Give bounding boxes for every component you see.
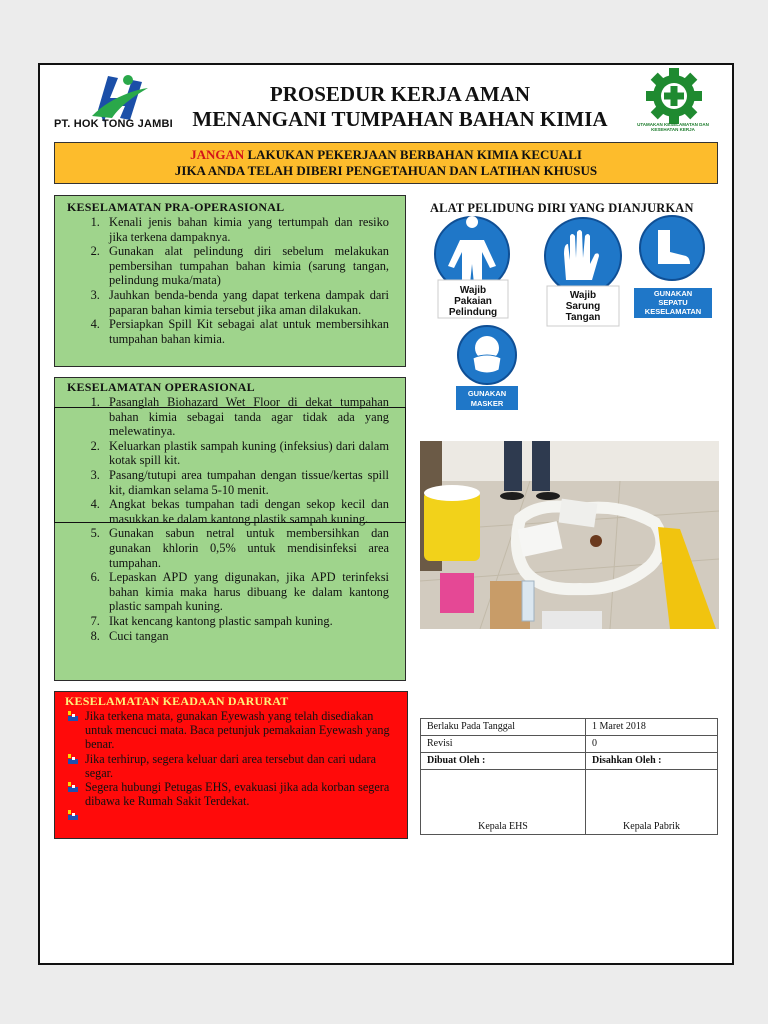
list-item: 3. Pasang/tutupi area tumpahan dengan tissue/kertas spill kit, diamkan selama 5-10 menit. xyxy=(103,468,389,497)
mask-icon xyxy=(456,326,518,410)
list-item: 2. Keluarkan plastik sampah kuning (infeksius) dari dalam kotak spill kit. xyxy=(103,439,389,468)
bullet-icon xyxy=(67,711,79,722)
safety-boots-icon xyxy=(634,216,712,318)
list-item: 1. Pasanglah Biohazard Wet Floor di dekat tumpahan bahan kimia sebagai tanda agar tidak ada yang melewatinya. xyxy=(103,395,389,439)
title-line-2: MENANGANI TUMPAHAN BAHAN KIMIA xyxy=(192,107,608,131)
bullet-icon xyxy=(67,810,79,821)
ppe-3-label-1: GUNAKAN xyxy=(653,289,693,298)
pre-operational-list xyxy=(67,215,389,346)
ppe-signs xyxy=(420,214,720,414)
approval-table xyxy=(420,718,718,835)
list-item: 3. Jauhkan benda-benda yang dapat terkena dampak dari paparan bahan kimia tersebut jika aman dilakukan. xyxy=(103,288,389,317)
warning-red-word: JANGAN xyxy=(190,147,245,162)
emergency-list xyxy=(65,709,395,808)
list-item: Jika terhirup, segera keluar dari area tersebut dan cari udara segar. xyxy=(65,752,395,780)
revision-value: 0 xyxy=(586,736,718,753)
ppe-4-label-1: GUNAKAN xyxy=(467,389,507,398)
ppe-1-label-2: Pakaian xyxy=(454,296,492,307)
warning-line-2: JIKA ANDA TELAH DIBERI PENGETAHUAN DAN LATIHAN KHUSUS xyxy=(174,163,598,178)
revision-label: Revisi xyxy=(421,736,586,753)
list-item: 1. Kenali jenis bahan kimia yang tertumpah dan resiko jika terkena dampaknya. xyxy=(103,215,389,244)
list-item: 4. Angkat bekas tumpahan tadi dengan sekop kecil dan masukkan ke dalam kantong plastik sampah kuning. xyxy=(103,497,389,526)
warning-line-1-rest: LAKUKAN PEKERJAAN BERBAHAN KIMIA KECUALI xyxy=(244,147,582,162)
list-item: Segera hubungi Petugas EHS, evakuasi jika ada korban segera dibawa ke Rumah Sakit Terdekat. xyxy=(65,780,395,808)
made-by-label: Dibuat Oleh : xyxy=(421,753,586,770)
list-item: Jika terkena mata, gunakan Eyewash yang telah disediakan untuk mencuci mata. Baca petunjuk pemakaian Eyewash yang benar. xyxy=(65,709,395,752)
bullet-icon xyxy=(67,754,79,765)
approved-by-label: Disahkan Oleh : xyxy=(586,753,718,770)
ppe-2-label-1: Wajib xyxy=(569,290,597,301)
ppe-1-label-3: Pelindung xyxy=(448,307,498,318)
effective-date-value: 1 Maret 2018 xyxy=(586,719,718,736)
overlay-outline-box xyxy=(54,407,406,523)
emergency-heading: KESELAMATAN KEADAAN DARURAT xyxy=(65,694,289,708)
table-row xyxy=(421,719,718,736)
pre-operational-heading: KESELAMATAN PRA-OPERASIONAL xyxy=(67,200,285,214)
ppe-title: ALAT PELIDUNG DIRI YANG DIANJURKAN xyxy=(430,201,694,215)
protective-clothing-icon xyxy=(435,216,509,318)
pre-operational-panel xyxy=(54,195,406,367)
table-row xyxy=(421,770,718,835)
ppe-3-label-3: KESELAMATAN xyxy=(644,307,702,316)
spill-cleanup-photo xyxy=(420,441,719,629)
warning-banner xyxy=(54,142,718,184)
list-item: 5. Gunakan sabun netral untuk membersihkan dan gunakan khlorin 0,5% untuk mendisinfeksi area tumpahan. xyxy=(103,526,389,570)
operational-heading: KESELAMATAN OPERASIONAL xyxy=(67,380,255,394)
gloves-icon xyxy=(545,218,621,326)
signer-ehs: Kepala EHS xyxy=(421,770,586,835)
list-item: 2. Gunakan alat pelindung diri sebelum melakukan pembersihan tumpahan bahan kimia (sarung tangan, pelindung muka/mata) xyxy=(103,244,389,288)
ppe-4-label-2: MASKER xyxy=(470,399,504,408)
warning-line-1 xyxy=(55,147,717,163)
ppe-1-label-1: Wajib xyxy=(459,285,487,296)
effective-date-label: Berlaku Pada Tanggal xyxy=(421,719,586,736)
company-name: PT. HOK TONG JAMBI xyxy=(54,118,173,130)
title-line-1: PROSEDUR KERJA AMAN xyxy=(269,82,531,106)
emergency-panel xyxy=(54,691,408,839)
table-row xyxy=(421,736,718,753)
list-item: 6. Lepaskan APD yang digunakan, jika APD terinfeksi bahan kimia maka harus dibuang ke dalam kantong plastic sampah kuning. xyxy=(103,570,389,614)
table-row xyxy=(421,753,718,770)
bullet-icon xyxy=(67,782,79,793)
list-item: 4. Persiapkan Spill Kit sebagai alat untuk membersihkan tumpahan bahan kimia. xyxy=(103,317,389,346)
signer-factory-head: Kepala Pabrik xyxy=(586,770,718,835)
k3-logo-caption: UTAMAKAN KESELAMATAN DAN KESEHATAN KERJA xyxy=(637,122,709,132)
page-title xyxy=(180,82,620,132)
list-item: 8. Cuci tangan xyxy=(103,629,389,644)
list-item: 7. Ikat kencang kantong plastic sampah kuning. xyxy=(103,614,389,629)
ppe-2-label-2: Sarung xyxy=(565,301,601,312)
ppe-3-label-2: SEPATU xyxy=(658,298,688,307)
ppe-2-label-3: Tangan xyxy=(565,312,601,323)
